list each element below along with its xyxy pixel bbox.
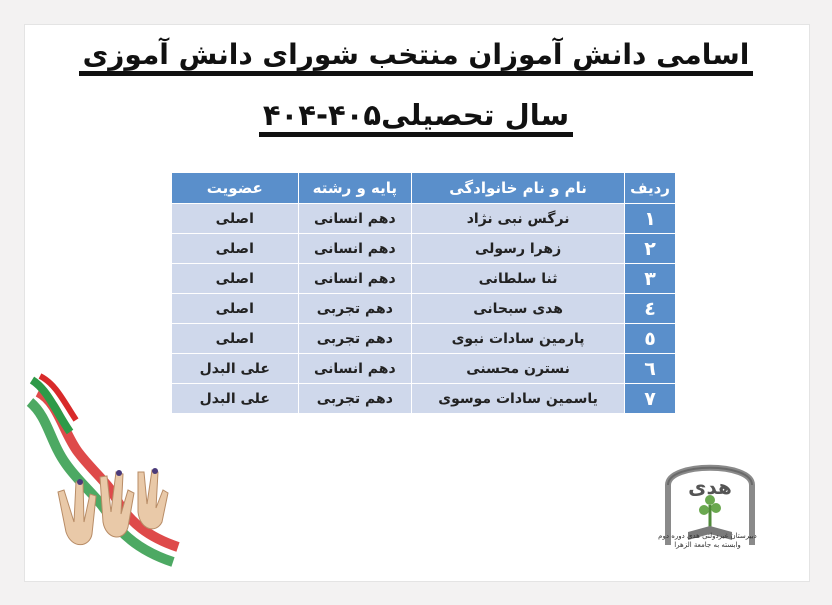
row-number: ٤: [625, 294, 676, 324]
student-name: هدی سبحانی: [412, 294, 625, 324]
page-subtitle: سال تحصیلی۴۰۵-۴۰۴: [0, 98, 832, 137]
student-name: نسترن محسنی: [412, 354, 625, 384]
student-grade: دهم تجربی: [298, 384, 412, 414]
logo-caption-line2: وابسته به جامعة الزهرا: [674, 541, 741, 549]
membership-type: علی البدل: [172, 384, 299, 414]
table-header-row: [172, 173, 676, 204]
table-row: [172, 264, 676, 294]
student-grade: دهم تجربی: [298, 324, 412, 354]
student-name: نرگس نبی نژاد: [412, 204, 625, 234]
table-row: [172, 324, 676, 354]
row-number: ٥: [625, 324, 676, 354]
row-number: ۷: [625, 384, 676, 414]
logo-text: هدی: [688, 475, 732, 499]
row-number: ۲: [625, 234, 676, 264]
header-membership: عضویت: [172, 173, 299, 204]
student-name: یاسمین سادات موسوی: [412, 384, 625, 414]
table-row: [172, 204, 676, 234]
membership-type: اصلی: [172, 324, 299, 354]
membership-type: اصلی: [172, 204, 299, 234]
student-grade: دهم انسانی: [298, 204, 412, 234]
header-row-number: ردیف: [625, 173, 676, 204]
membership-type: اصلی: [172, 294, 299, 324]
student-grade: دهم انسانی: [298, 234, 412, 264]
student-name: پارمین سادات نبوی: [412, 324, 625, 354]
header-full-name: نام و نام خانوادگی: [412, 173, 625, 204]
page-title: اسامی دانش آموزان منتخب شورای دانش آموزی: [0, 38, 832, 76]
table-row: [172, 354, 676, 384]
student-name: زهرا رسولی: [412, 234, 625, 264]
student-grade: دهم انسانی: [298, 264, 412, 294]
table-row: [172, 294, 676, 324]
student-grade: دهم انسانی: [298, 354, 412, 384]
logo-caption-line1: دبیرستان غیردولتی هدی دوره دوم: [658, 532, 757, 540]
members-table: [171, 172, 676, 414]
row-number: ۱: [625, 204, 676, 234]
row-number: ۳: [625, 264, 676, 294]
membership-type: اصلی: [172, 264, 299, 294]
logo-caption: [640, 532, 775, 550]
table-row: [172, 234, 676, 264]
membership-type: اصلی: [172, 234, 299, 264]
membership-type: علی البدل: [172, 354, 299, 384]
row-number: ٦: [625, 354, 676, 384]
student-name: ثنا سلطانی: [412, 264, 625, 294]
student-grade: دهم تجربی: [298, 294, 412, 324]
voting-hands-illustration: [18, 372, 193, 582]
table-row: [172, 384, 676, 414]
header-grade-field: پایه و رشته: [298, 173, 412, 204]
